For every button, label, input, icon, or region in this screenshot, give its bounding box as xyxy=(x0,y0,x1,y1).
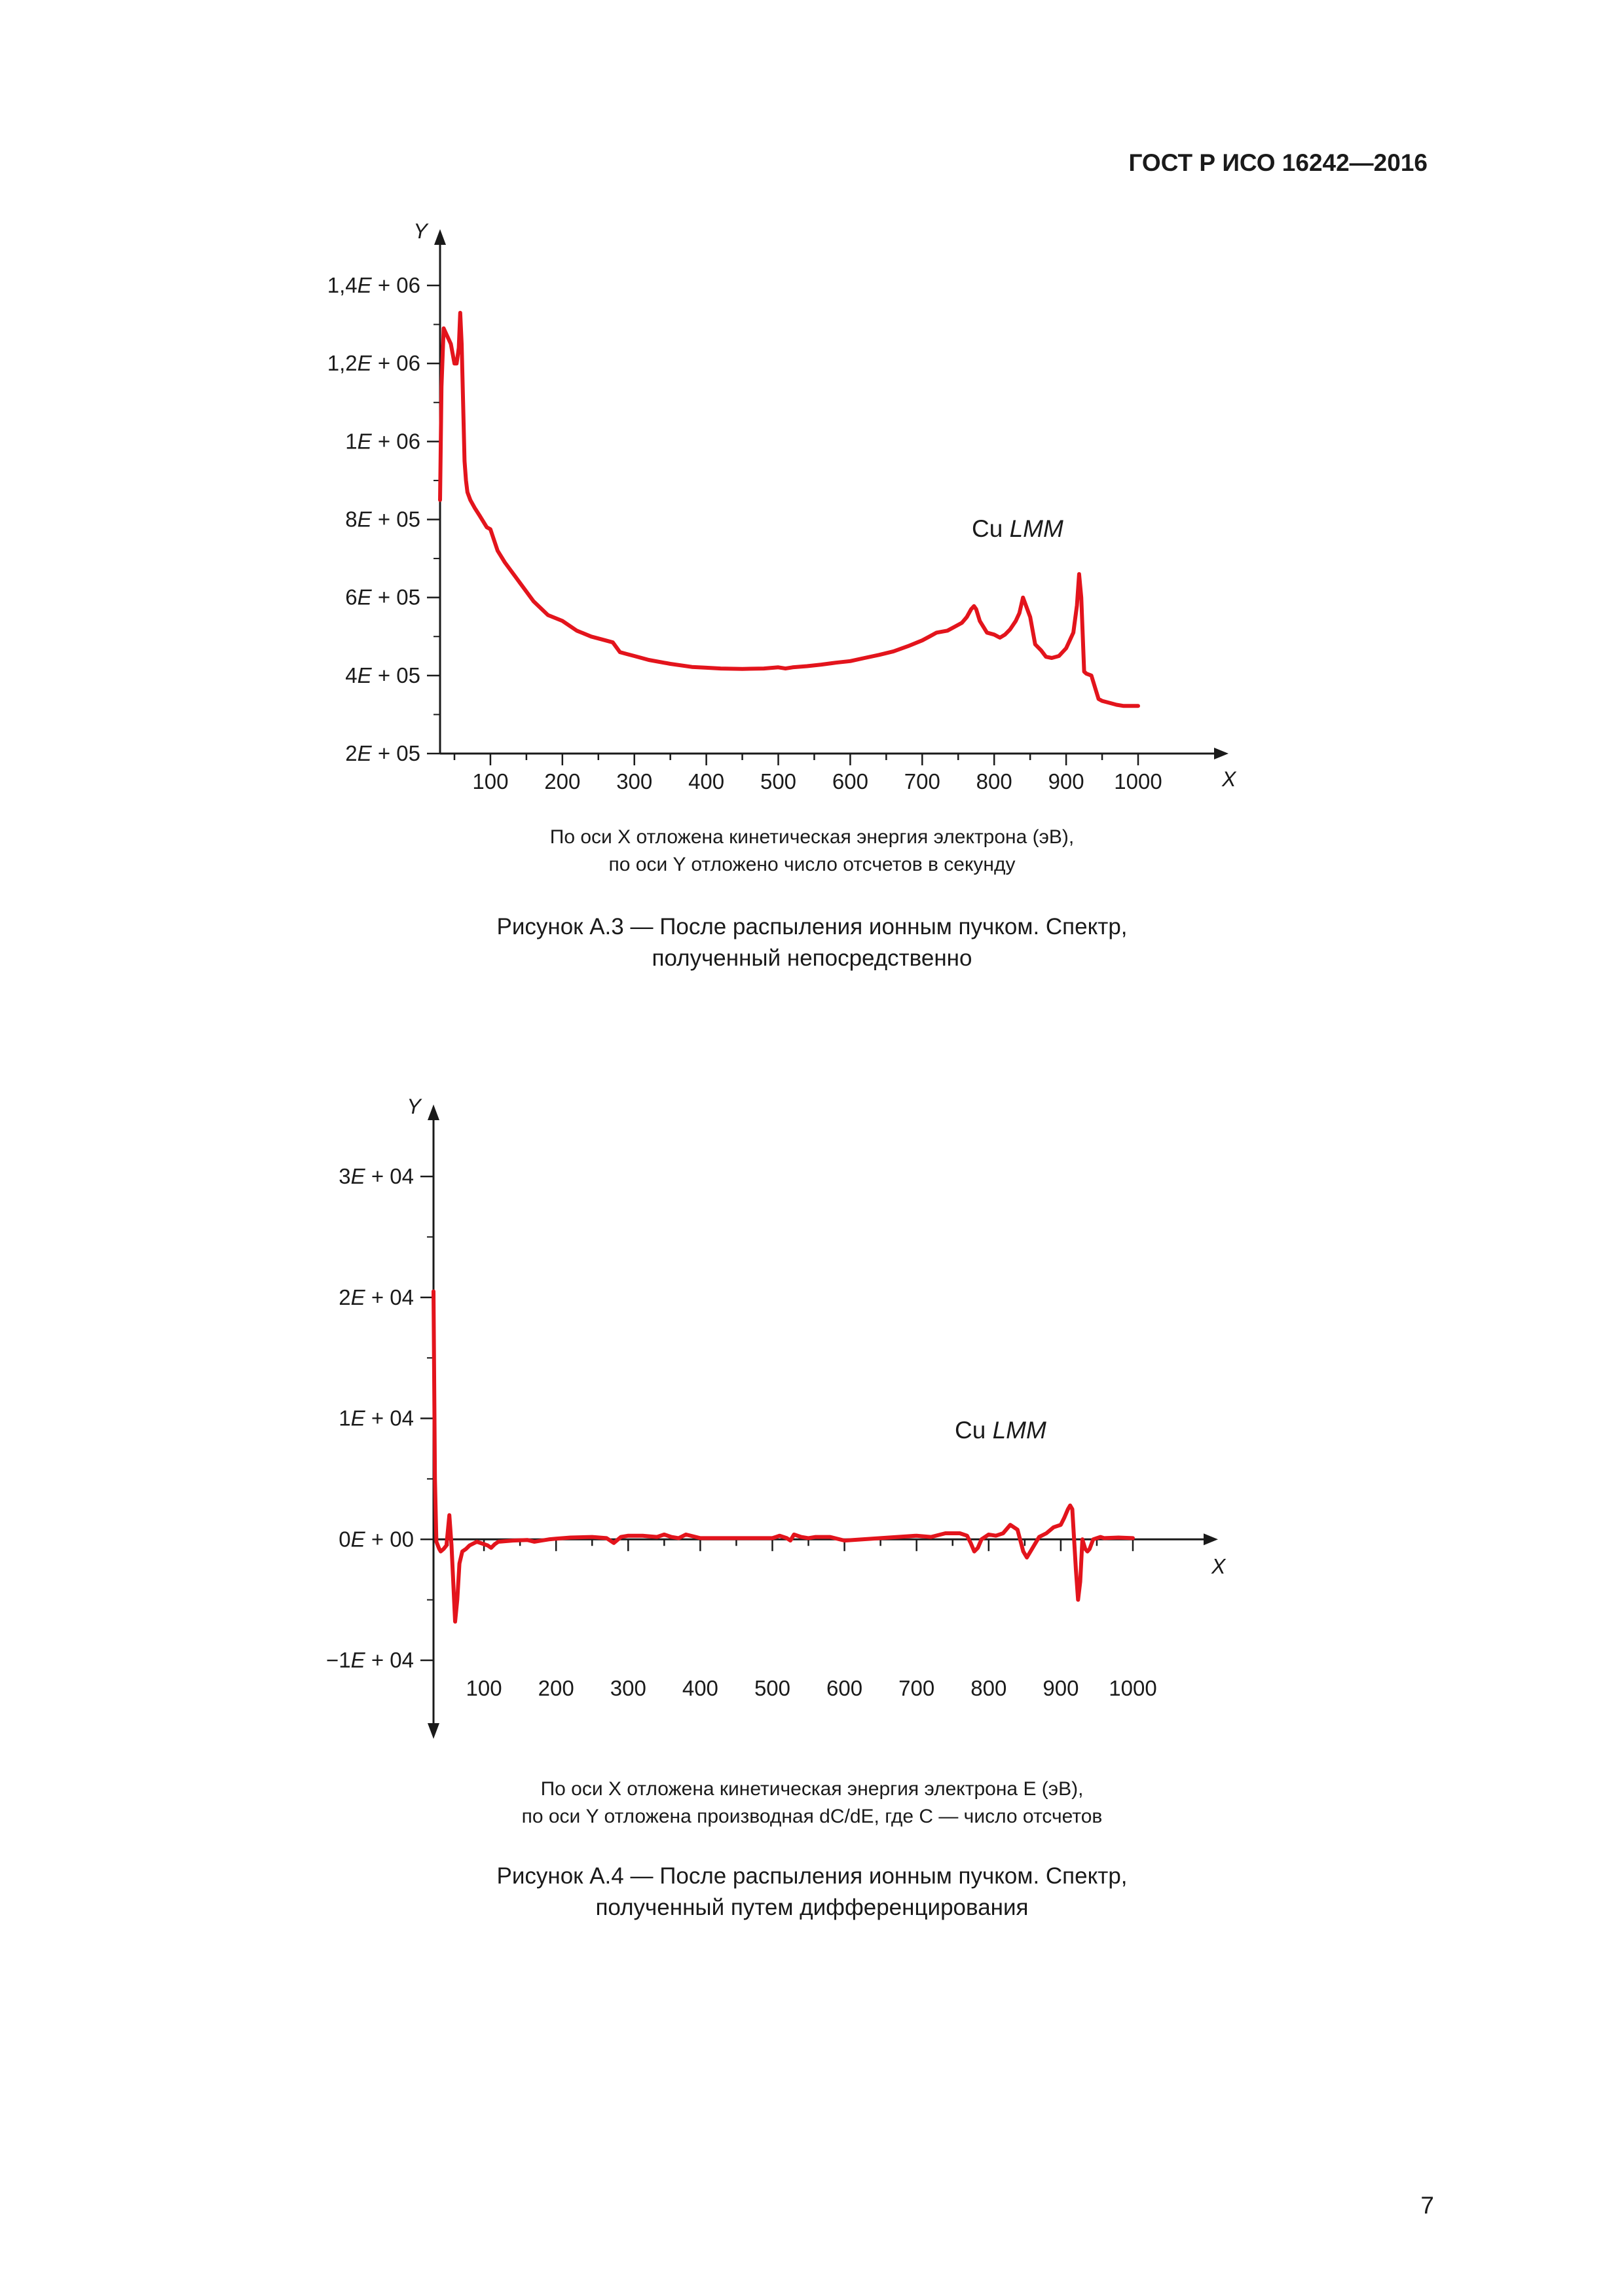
fig4-y-tick-label: −1E + 04 xyxy=(326,1648,414,1672)
fig4-series-line-0 xyxy=(434,1292,1133,1622)
fig4-x-tick-label: 200 xyxy=(538,1676,574,1700)
fig3-y-tick-label: 1,4E + 06 xyxy=(327,273,420,297)
fig4-x-tick-label: 100 xyxy=(466,1676,502,1700)
figure-a4-plot xyxy=(0,1048,1624,1899)
fig3-annotation: Cu LMM xyxy=(972,515,1063,542)
fig3-x-tick-label: 800 xyxy=(976,769,1012,793)
figure-a3-axis-note-line1: По оси X отложена кинетическая энергия электрона (эВ), xyxy=(549,826,1075,848)
fig4-y-axis-arrow-down xyxy=(428,1723,439,1739)
figure-a3-caption xyxy=(0,911,1624,974)
figure-a3-axis-note-line2: по оси Y отложено число отсчетов в секунду xyxy=(608,854,1016,875)
fig4-x-tick-label: 700 xyxy=(898,1676,935,1700)
figure-a3-axis-note xyxy=(0,824,1624,879)
fig3-y-tick-label: 2E + 05 xyxy=(345,741,420,765)
fig3-y-tick-label: 6E + 05 xyxy=(345,585,420,610)
figure-a4-caption-line2: полученный путем дифференцирования xyxy=(595,1895,1029,1920)
fig4-y-tick-label: 0E + 00 xyxy=(339,1527,414,1552)
fig4-x-tick-label: 400 xyxy=(682,1676,718,1700)
fig3-series-line-0 xyxy=(440,313,1138,706)
fig3-x-tick-label: 900 xyxy=(1048,769,1084,793)
figure-a3-caption-line1: Рисунок А.3 — После распыления ионным пучком. Спектр, xyxy=(496,914,1128,939)
fig3-x-tick-label: 700 xyxy=(904,769,940,793)
page-number: 7 xyxy=(1420,2192,1434,2219)
fig4-x-tick-label: 900 xyxy=(1043,1676,1079,1700)
figure-a4-axis-note-line1: По оси X отложена кинетическая энергия электрона E (эВ), xyxy=(540,1778,1084,1800)
fig3-x-tick-label: 500 xyxy=(760,769,797,793)
fig3-x-tick-label: 600 xyxy=(832,769,868,793)
figure-a4-axis-note-line2: по оси Y отложена производная dC/dE, где C — число отсчетов xyxy=(521,1806,1103,1827)
fig4-annotation: Cu LMM xyxy=(955,1417,1046,1444)
fig4-y-axis-arrow xyxy=(428,1104,439,1120)
figure-a4-chart xyxy=(0,1048,1624,1899)
fig4-x-tick-label: 500 xyxy=(754,1676,791,1700)
fig3-x-tick-label: 200 xyxy=(544,769,581,793)
fig4-x-axis-arrow xyxy=(1204,1533,1218,1545)
fig4-x-axis-label: X xyxy=(1211,1554,1226,1578)
fig4-y-axis-label: Y xyxy=(407,1095,421,1118)
fig4-x-tick-label: 800 xyxy=(970,1676,1007,1700)
fig4-y-tick-label: 2E + 04 xyxy=(339,1285,414,1309)
fig4-x-tick-label: 300 xyxy=(610,1676,646,1700)
fig3-x-tick-label: 1000 xyxy=(1114,769,1162,793)
fig3-y-axis-arrow xyxy=(434,229,446,245)
figure-a4-caption-line1: Рисунок А.4 — После распыления ионным пучком. Спектр, xyxy=(496,1863,1128,1889)
fig4-x-tick-label: 600 xyxy=(826,1676,863,1700)
figure-a4-caption xyxy=(0,1861,1624,1923)
document-header: ГОСТ Р ИСО 16242—2016 xyxy=(1128,149,1428,176)
fig3-y-axis-label: Y xyxy=(413,219,428,243)
fig3-x-tick-label: 300 xyxy=(616,769,653,793)
fig3-y-tick-label: 8E + 05 xyxy=(345,507,420,532)
fig4-y-tick-label: 3E + 04 xyxy=(339,1164,414,1188)
fig3-y-tick-label: 1,2E + 06 xyxy=(327,351,420,376)
fig4-x-tick-label: 1000 xyxy=(1109,1676,1157,1700)
figure-a4-axis-note xyxy=(0,1776,1624,1831)
fig3-x-axis-arrow xyxy=(1214,748,1228,759)
fig3-x-tick-label: 400 xyxy=(688,769,725,793)
figure-a3-caption-line2: полученный непосредственно xyxy=(652,945,972,971)
fig3-y-tick-label: 4E + 05 xyxy=(345,663,420,687)
fig3-x-axis-label: X xyxy=(1222,767,1236,791)
fig3-x-tick-label: 100 xyxy=(472,769,509,793)
fig4-y-tick-label: 1E + 04 xyxy=(339,1406,414,1430)
fig3-y-tick-label: 1E + 06 xyxy=(345,429,420,454)
